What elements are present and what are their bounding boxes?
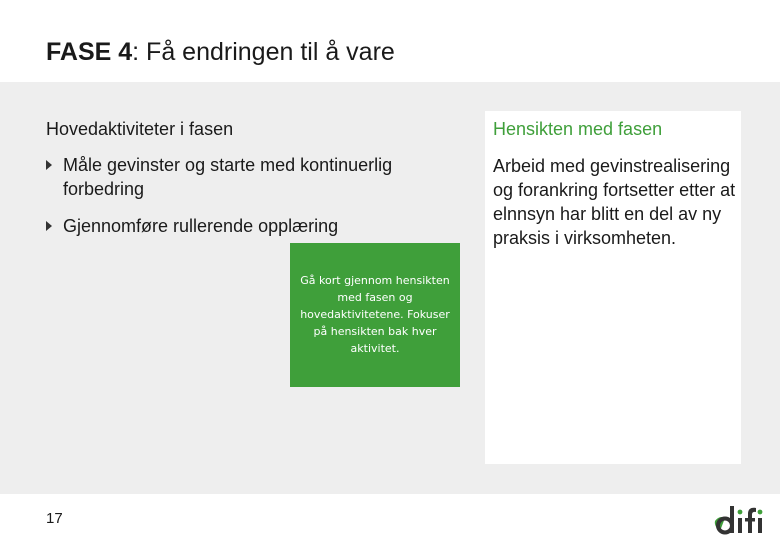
title-bar: [0, 0, 780, 82]
slide-title: [46, 38, 395, 67]
slide-title-text: : Få endringen til å vare: [132, 38, 395, 66]
bullet-item: [46, 153, 446, 201]
slide-title-phase: FASE 4: [46, 38, 133, 66]
activities-heading: Hovedaktiviteter i fasen: [46, 119, 234, 139]
bullet-text: Gjennomføre rullerende opplæring: [63, 216, 339, 236]
page-number: 17: [46, 510, 63, 527]
purpose-heading: Hensikten med fasen: [493, 119, 663, 139]
difi-logo-icon: [714, 503, 772, 537]
bullet-marker-icon: [46, 221, 52, 231]
bullet-item: [46, 214, 446, 238]
bullet-text: Måle gevinster og starte med kontinuerlig forbedring: [63, 155, 393, 199]
bullet-marker-icon: [46, 160, 52, 170]
speaker-note-box: Gå kort gjennom hensikten med fasen og hovedaktivitetene. Fokuser på hensikten bak hver aktivitet.: [290, 243, 460, 387]
purpose-text: Arbeid med gevinstrealisering og forankring fortsetter etter at elnnsyn har blitt en del av ny praksis i virksomheten.: [493, 156, 736, 248]
